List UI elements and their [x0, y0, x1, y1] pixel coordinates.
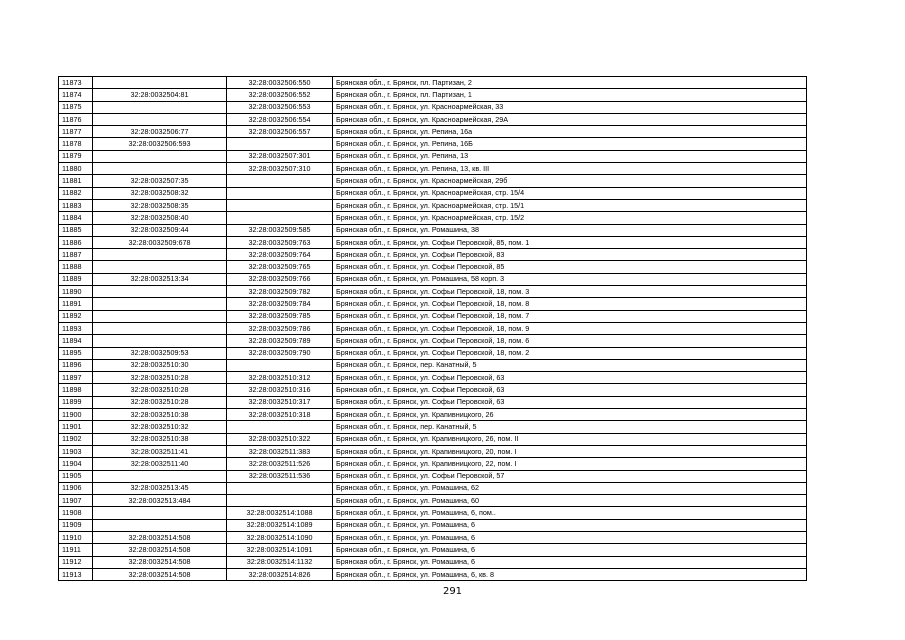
table-row — [59, 212, 807, 224]
address-cell: Брянская обл., г. Брянск, ул. Софьи Перовской, 63 — [333, 396, 807, 408]
building-cadastral-number-cell: 32:28:0032514:1090 — [227, 531, 333, 543]
table-row — [59, 138, 807, 150]
address-cell: Брянская обл., г. Брянск, ул. Репина, 16Б — [333, 138, 807, 150]
land-cadastral-number-cell: 32:28:0032509:53 — [93, 347, 227, 359]
address-cell: Брянская обл., г. Брянск, ул. Репина, 13 — [333, 150, 807, 162]
land-cadastral-number-cell: 32:28:0032514:508 — [93, 544, 227, 556]
address-cell: Брянская обл., г. Брянск, ул. Крапивницкого, 20, пом. I — [333, 445, 807, 457]
building-cadastral-number-cell: 32:28:0032511:383 — [227, 445, 333, 457]
building-cadastral-number-cell: 32:28:0032510:316 — [227, 384, 333, 396]
table-row — [59, 347, 807, 359]
table-row — [59, 445, 807, 457]
building-cadastral-number-cell — [227, 359, 333, 371]
table-row — [59, 273, 807, 285]
table-row — [59, 236, 807, 248]
row-number-cell: 11896 — [59, 359, 93, 371]
building-cadastral-number-cell: 32:28:0032509:782 — [227, 286, 333, 298]
address-cell: Брянская обл., г. Брянск, ул. Софьи Перовской, 18, пом. 3 — [333, 286, 807, 298]
land-cadastral-number-cell: 32:28:0032506:77 — [93, 126, 227, 138]
table-row — [59, 531, 807, 543]
building-cadastral-number-cell: 32:28:0032509:766 — [227, 273, 333, 285]
address-cell: Брянская обл., г. Брянск, ул. Ромашина, 6, пом.. — [333, 507, 807, 519]
table-row — [59, 359, 807, 371]
address-cell: Брянская обл., г. Брянск, ул. Софьи Перовской, 18, пом. 7 — [333, 310, 807, 322]
table-row — [59, 372, 807, 384]
table-row — [59, 568, 807, 580]
table-row — [59, 507, 807, 519]
land-cadastral-number-cell — [93, 77, 227, 89]
table-row — [59, 556, 807, 568]
address-cell: Брянская обл., г. Брянск, ул. Ромашина, 58 корп. 3 — [333, 273, 807, 285]
address-cell: Брянская обл., г. Брянск, ул. Софьи Перовской, 18, пом. 6 — [333, 335, 807, 347]
land-cadastral-number-cell — [93, 101, 227, 113]
building-cadastral-number-cell: 32:28:0032509:764 — [227, 249, 333, 261]
land-cadastral-number-cell: 32:28:0032510:28 — [93, 396, 227, 408]
address-cell: Брянская обл., г. Брянск, ул. Крапивницкого, 26, пом. II — [333, 433, 807, 445]
row-number-cell: 11886 — [59, 236, 93, 248]
row-number-cell: 11884 — [59, 212, 93, 224]
building-cadastral-number-cell: 32:28:0032514:1132 — [227, 556, 333, 568]
table-row — [59, 126, 807, 138]
row-number-cell: 11877 — [59, 126, 93, 138]
address-cell: Брянская обл., г. Брянск, ул. Ромашина, 6, кв. 8 — [333, 568, 807, 580]
address-cell: Брянская обл., г. Брянск, ул. Репина, 13, кв. III — [333, 163, 807, 175]
row-number-cell: 11893 — [59, 322, 93, 334]
land-cadastral-number-cell: 32:28:0032514:508 — [93, 531, 227, 543]
building-cadastral-number-cell: 32:28:0032510:312 — [227, 372, 333, 384]
row-number-cell: 11895 — [59, 347, 93, 359]
land-cadastral-number-cell — [93, 519, 227, 531]
building-cadastral-number-cell: 32:28:0032509:784 — [227, 298, 333, 310]
land-cadastral-number-cell: 32:28:0032510:38 — [93, 433, 227, 445]
row-number-cell: 11883 — [59, 199, 93, 211]
address-cell: Брянская обл., г. Брянск, ул. Ромашина, 38 — [333, 224, 807, 236]
row-number-cell: 11913 — [59, 568, 93, 580]
document-sheet — [58, 76, 806, 581]
building-cadastral-number-cell: 32:28:0032511:536 — [227, 470, 333, 482]
building-cadastral-number-cell: 32:28:0032509:763 — [227, 236, 333, 248]
table-row — [59, 495, 807, 507]
table-row — [59, 224, 807, 236]
row-number-cell: 11880 — [59, 163, 93, 175]
building-cadastral-number-cell: 32:28:0032506:554 — [227, 113, 333, 125]
address-cell: Брянская обл., г. Брянск, ул. Софьи Перовской, 85, пом. 1 — [333, 236, 807, 248]
land-cadastral-number-cell: 32:28:0032510:38 — [93, 409, 227, 421]
table-row — [59, 175, 807, 187]
table-row — [59, 322, 807, 334]
table-row — [59, 89, 807, 101]
row-number-cell: 11885 — [59, 224, 93, 236]
page-number: 291 — [442, 586, 463, 597]
row-number-cell: 11894 — [59, 335, 93, 347]
building-cadastral-number-cell: 32:28:0032509:585 — [227, 224, 333, 236]
land-cadastral-number-cell — [93, 470, 227, 482]
building-cadastral-number-cell — [227, 212, 333, 224]
address-cell: Брянская обл., г. Брянск, ул. Ромашина, 62 — [333, 482, 807, 494]
building-cadastral-number-cell: 32:28:0032510:317 — [227, 396, 333, 408]
building-cadastral-number-cell: 32:28:0032509:785 — [227, 310, 333, 322]
land-cadastral-number-cell: 32:28:0032509:44 — [93, 224, 227, 236]
building-cadastral-number-cell — [227, 138, 333, 150]
land-cadastral-number-cell: 32:28:0032513:45 — [93, 482, 227, 494]
building-cadastral-number-cell: 32:28:0032507:310 — [227, 163, 333, 175]
address-cell: Брянская обл., г. Брянск, ул. Софьи Перовской, 63 — [333, 372, 807, 384]
address-cell: Брянская обл., г. Брянск, ул. Софьи Перовской, 57 — [333, 470, 807, 482]
row-number-cell: 11904 — [59, 458, 93, 470]
address-cell: Брянская обл., г. Брянск, ул. Ромашина, 60 — [333, 495, 807, 507]
table-row — [59, 199, 807, 211]
row-number-cell: 11910 — [59, 531, 93, 543]
address-cell: Брянская обл., г. Брянск, пл. Партизан, 1 — [333, 89, 807, 101]
building-cadastral-number-cell: 32:28:0032506:550 — [227, 77, 333, 89]
table-row — [59, 544, 807, 556]
land-cadastral-number-cell: 32:28:0032510:32 — [93, 421, 227, 433]
table-row — [59, 298, 807, 310]
address-cell: Брянская обл., г. Брянск, ул. Софьи Перовской, 83 — [333, 249, 807, 261]
row-number-cell: 11902 — [59, 433, 93, 445]
building-cadastral-number-cell: 32:28:0032511:526 — [227, 458, 333, 470]
row-number-cell: 11891 — [59, 298, 93, 310]
address-cell: Брянская обл., г. Брянск, ул. Красноармейская, стр. 15/2 — [333, 212, 807, 224]
row-number-cell: 11898 — [59, 384, 93, 396]
row-number-cell: 11878 — [59, 138, 93, 150]
row-number-cell: 11912 — [59, 556, 93, 568]
building-cadastral-number-cell: 32:28:0032506:552 — [227, 89, 333, 101]
table-row — [59, 458, 807, 470]
row-number-cell: 11873 — [59, 77, 93, 89]
row-number-cell: 11892 — [59, 310, 93, 322]
building-cadastral-number-cell: 32:28:0032514:1088 — [227, 507, 333, 519]
building-cadastral-number-cell: 32:28:0032506:553 — [227, 101, 333, 113]
table-row — [59, 101, 807, 113]
building-cadastral-number-cell: 32:28:0032509:786 — [227, 322, 333, 334]
row-number-cell: 11903 — [59, 445, 93, 457]
building-cadastral-number-cell: 32:28:0032514:1089 — [227, 519, 333, 531]
land-cadastral-number-cell: 32:28:0032510:28 — [93, 384, 227, 396]
land-cadastral-number-cell: 32:28:0032510:28 — [93, 372, 227, 384]
address-cell: Брянская обл., г. Брянск, ул. Крапивницкого, 26 — [333, 409, 807, 421]
land-cadastral-number-cell: 32:28:0032507:35 — [93, 175, 227, 187]
land-cadastral-number-cell — [93, 507, 227, 519]
row-number-cell: 11911 — [59, 544, 93, 556]
address-cell: Брянская обл., г. Брянск, ул. Софьи Перовской, 18, пом. 8 — [333, 298, 807, 310]
building-cadastral-number-cell: 32:28:0032510:318 — [227, 409, 333, 421]
table-row — [59, 409, 807, 421]
table-row — [59, 187, 807, 199]
row-number-cell: 11875 — [59, 101, 93, 113]
land-cadastral-number-cell — [93, 150, 227, 162]
land-cadastral-number-cell — [93, 261, 227, 273]
table-row — [59, 163, 807, 175]
table-row — [59, 396, 807, 408]
row-number-cell: 11890 — [59, 286, 93, 298]
table-row — [59, 335, 807, 347]
land-cadastral-number-cell: 32:28:0032510:30 — [93, 359, 227, 371]
land-cadastral-number-cell — [93, 298, 227, 310]
land-cadastral-number-cell: 32:28:0032514:508 — [93, 556, 227, 568]
address-cell: Брянская обл., г. Брянск, ул. Крапивницкого, 22, пом. I — [333, 458, 807, 470]
row-number-cell: 11881 — [59, 175, 93, 187]
address-cell: Брянская обл., г. Брянск, ул. Софьи Перовской, 63 — [333, 384, 807, 396]
row-number-cell: 11882 — [59, 187, 93, 199]
address-cell: Брянская обл., г. Брянск, ул. Ромашина, 6 — [333, 544, 807, 556]
land-cadastral-number-cell — [93, 335, 227, 347]
land-cadastral-number-cell: 32:28:0032508:35 — [93, 199, 227, 211]
table-row — [59, 249, 807, 261]
row-number-cell: 11897 — [59, 372, 93, 384]
row-number-cell: 11888 — [59, 261, 93, 273]
land-cadastral-number-cell: 32:28:0032511:41 — [93, 445, 227, 457]
row-number-cell: 11900 — [59, 409, 93, 421]
building-cadastral-number-cell: 32:28:0032509:790 — [227, 347, 333, 359]
row-number-cell: 11874 — [59, 89, 93, 101]
building-cadastral-number-cell — [227, 421, 333, 433]
property-table — [58, 76, 807, 581]
land-cadastral-number-cell — [93, 322, 227, 334]
building-cadastral-number-cell: 32:28:0032510:322 — [227, 433, 333, 445]
address-cell: Брянская обл., г. Брянск, ул. Красноармейская, 29А — [333, 113, 807, 125]
address-cell: Брянская обл., г. Брянск, ул. Репина, 16а — [333, 126, 807, 138]
table-row — [59, 310, 807, 322]
building-cadastral-number-cell — [227, 199, 333, 211]
row-number-cell: 11909 — [59, 519, 93, 531]
land-cadastral-number-cell — [93, 163, 227, 175]
building-cadastral-number-cell — [227, 495, 333, 507]
building-cadastral-number-cell: 32:28:0032509:789 — [227, 335, 333, 347]
building-cadastral-number-cell: 32:28:0032506:557 — [227, 126, 333, 138]
table-row — [59, 482, 807, 494]
table-row — [59, 433, 807, 445]
land-cadastral-number-cell: 32:28:0032513:34 — [93, 273, 227, 285]
row-number-cell: 11908 — [59, 507, 93, 519]
address-cell: Брянская обл., г. Брянск, пл. Партизан, 2 — [333, 77, 807, 89]
land-cadastral-number-cell: 32:28:0032504:81 — [93, 89, 227, 101]
row-number-cell: 11887 — [59, 249, 93, 261]
address-cell: Брянская обл., г. Брянск, пер. Канатный, 5 — [333, 359, 807, 371]
building-cadastral-number-cell: 32:28:0032509:765 — [227, 261, 333, 273]
row-number-cell: 11889 — [59, 273, 93, 285]
table-row — [59, 113, 807, 125]
land-cadastral-number-cell: 32:28:0032508:40 — [93, 212, 227, 224]
row-number-cell: 11876 — [59, 113, 93, 125]
address-cell: Брянская обл., г. Брянск, ул. Красноармейская, стр. 15/1 — [333, 199, 807, 211]
land-cadastral-number-cell: 32:28:0032511:40 — [93, 458, 227, 470]
row-number-cell: 11901 — [59, 421, 93, 433]
land-cadastral-number-cell: 32:28:0032513:484 — [93, 495, 227, 507]
address-cell: Брянская обл., г. Брянск, пер. Канатный, 5 — [333, 421, 807, 433]
building-cadastral-number-cell — [227, 482, 333, 494]
land-cadastral-number-cell: 32:28:0032509:678 — [93, 236, 227, 248]
table-row — [59, 150, 807, 162]
row-number-cell: 11906 — [59, 482, 93, 494]
land-cadastral-number-cell: 32:28:0032514:508 — [93, 568, 227, 580]
building-cadastral-number-cell — [227, 187, 333, 199]
address-cell: Брянская обл., г. Брянск, ул. Софьи Перовской, 18, пом. 2 — [333, 347, 807, 359]
building-cadastral-number-cell: 32:28:0032507:301 — [227, 150, 333, 162]
land-cadastral-number-cell — [93, 113, 227, 125]
table-body — [59, 77, 807, 581]
table-row — [59, 519, 807, 531]
row-number-cell: 11905 — [59, 470, 93, 482]
address-cell: Брянская обл., г. Брянск, ул. Ромашина, 6 — [333, 531, 807, 543]
building-cadastral-number-cell: 32:28:0032514:1091 — [227, 544, 333, 556]
address-cell: Брянская обл., г. Брянск, ул. Ромашина, 6 — [333, 519, 807, 531]
land-cadastral-number-cell: 32:28:0032506:593 — [93, 138, 227, 150]
row-number-cell: 11907 — [59, 495, 93, 507]
land-cadastral-number-cell — [93, 249, 227, 261]
address-cell: Брянская обл., г. Брянск, ул. Красноармейская, 33 — [333, 101, 807, 113]
building-cadastral-number-cell — [227, 175, 333, 187]
address-cell: Брянская обл., г. Брянск, ул. Софьи Перовской, 18, пом. 9 — [333, 322, 807, 334]
table-row — [59, 261, 807, 273]
row-number-cell: 11879 — [59, 150, 93, 162]
table-row — [59, 384, 807, 396]
address-cell: Брянская обл., г. Брянск, ул. Софьи Перовской, 85 — [333, 261, 807, 273]
table-row — [59, 470, 807, 482]
table-row — [59, 421, 807, 433]
building-cadastral-number-cell: 32:28:0032514:826 — [227, 568, 333, 580]
table-row — [59, 286, 807, 298]
address-cell: Брянская обл., г. Брянск, ул. Красноармейская, 29б — [333, 175, 807, 187]
address-cell: Брянская обл., г. Брянск, ул. Красноармейская, стр. 15/4 — [333, 187, 807, 199]
address-cell: Брянская обл., г. Брянск, ул. Ромашина, 6 — [333, 556, 807, 568]
land-cadastral-number-cell — [93, 310, 227, 322]
table-row — [59, 77, 807, 89]
row-number-cell: 11899 — [59, 396, 93, 408]
land-cadastral-number-cell — [93, 286, 227, 298]
land-cadastral-number-cell: 32:28:0032508:32 — [93, 187, 227, 199]
